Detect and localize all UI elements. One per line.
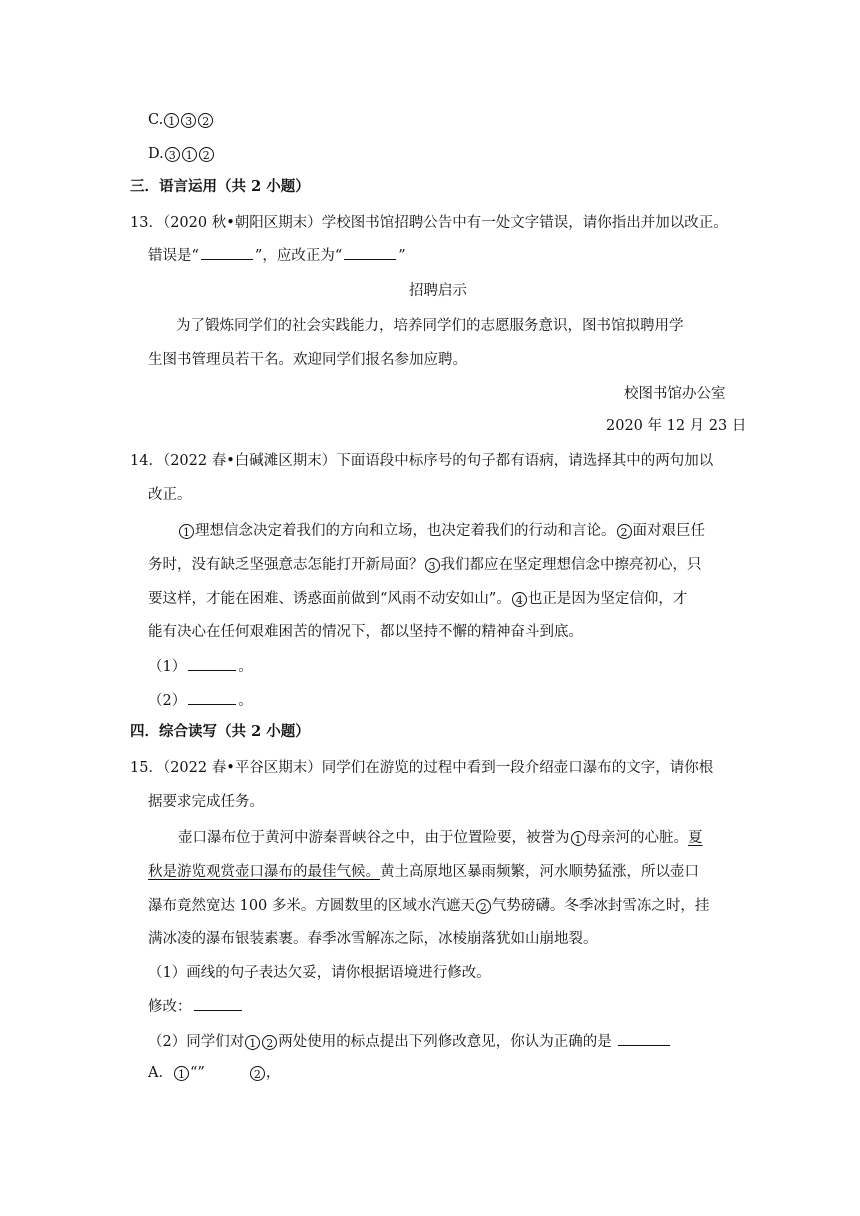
underlined-sentence: 秋是游览观赏壶口瀑布的最佳气候。 [148, 864, 380, 880]
question-13-stem: 13．（2020 秋•朝阳区期末）学校图书馆招聘公告中有一处文字错误，请你指出并加以改正。 [130, 215, 728, 231]
circle-number-icon: 1 [164, 113, 179, 128]
answer-line-1: （1） 。 [148, 656, 253, 677]
circle-number-icon: 2 [476, 899, 491, 914]
notice-title: 招聘启示 [409, 283, 467, 299]
circle-number-icon: 3 [425, 558, 440, 573]
passage-line: 能有决心在任何艰难困苦的情况下，都以坚持不懈的精神奋斗到底。 [148, 624, 583, 640]
section-heading-3: 三．语言运用（共 2 小题） [130, 178, 310, 195]
circle-number-icon: 1 [182, 147, 197, 162]
sub-question-1: （1）画线的句子表达欠妥，请你根据语境进行修改。 [148, 965, 491, 981]
passage-line: 秋是游览观赏壶口瀑布的最佳气候。黄土高原地区暴雨频繁，河水顺势猛涨，所以壶口 [148, 864, 699, 880]
circle-number-icon: 2 [250, 1066, 265, 1081]
circle-number-icon: 2 [617, 524, 632, 539]
fix-line: 修改： [148, 996, 244, 1017]
passage-line: 1 理想信念决定着我们的方向和立场，也决定着我们的行动和言论。 2 面对艰巨任 [178, 521, 705, 541]
notice-body: 生图书管理员若干名。欢迎同学们报名参加应聘。 [148, 352, 467, 368]
answer-blank[interactable] [188, 656, 236, 671]
circle-number-icon: 2 [198, 113, 213, 128]
notice-date: 2020 年 12 月 23 日 [606, 418, 747, 434]
question-15-stem: 15．（2022 春•平谷区期末）同学们在游览的过程中看到一段介绍壶口瀑布的文字，请你根 [130, 760, 714, 776]
passage-line: 要这样，才能在困难、诱惑面前做到“风雨不动安如山”。 4 也正是因为坚定信仰，才 [148, 591, 688, 607]
option-c[interactable]: C. 1 3 2 [148, 110, 214, 130]
circle-number-icon: 2 [199, 147, 214, 162]
answer-line-2: （2） 。 [148, 690, 253, 711]
answer-blank[interactable] [201, 245, 253, 260]
section-heading-4: 四．综合读写（共 2 小题） [130, 723, 310, 740]
circle-number-icon: 3 [165, 147, 180, 162]
passage-line: 壶口瀑布位于黄河中游秦晋峡谷之中，由于位置险要，被誉为 1 母亲河的心脏。夏 [178, 830, 703, 846]
notice-body: 为了锻炼同学们的社会实践能力，培养同学们的志愿服务意识，图书馆拟聘用学 [176, 318, 684, 334]
passage-line: 务时，没有缺乏坚强意志怎能打开新局面？ 3 我们都应在坚定理想信念中擦亮初心，只 [148, 557, 702, 573]
question-15-stem-cont: 据要求完成任务。 [148, 794, 264, 810]
option-a[interactable]: A． 1 “” 2 ， [148, 1065, 281, 1081]
sub-question-2: （2）同学们对 1 2 两处使用的标点提出下列修改意见，你认为正确的是 [148, 1031, 672, 1052]
circle-number-icon: 1 [174, 1066, 189, 1081]
answer-blank[interactable] [618, 1031, 670, 1046]
question-14-stem-cont: 改正。 [148, 487, 192, 503]
circle-number-icon: 1 [571, 831, 586, 846]
circle-number-icon: 2 [262, 1035, 277, 1050]
circle-number-icon: 1 [245, 1035, 260, 1050]
answer-blank[interactable] [194, 996, 242, 1011]
passage-line: 满冰凌的瀑布银装素裹。春季冰雪解冻之际，冰棱崩落犹如山崩地裂。 [148, 931, 598, 947]
option-d[interactable]: D. 3 1 2 [148, 144, 215, 164]
circle-number-icon: 1 [179, 524, 194, 539]
question-13-answer-line: 错误是“ ”，应改正为“ ” [148, 245, 406, 266]
question-14-stem: 14．（2022 春•白碱滩区期末）下面语段中标序号的句子都有语病，请选择其中的两句加以 [130, 453, 714, 469]
notice-signer: 校图书馆办公室 [624, 386, 726, 402]
circle-number-icon: 3 [181, 113, 196, 128]
answer-blank[interactable] [344, 245, 396, 260]
passage-line: 瀑布竟然宽达 100 多米。方圆数里的区域水汽遮天 2 气势磅礴。冬季冰封雪冻之时，挂 [148, 898, 710, 914]
answer-blank[interactable] [188, 690, 236, 705]
circle-number-icon: 4 [512, 592, 527, 607]
